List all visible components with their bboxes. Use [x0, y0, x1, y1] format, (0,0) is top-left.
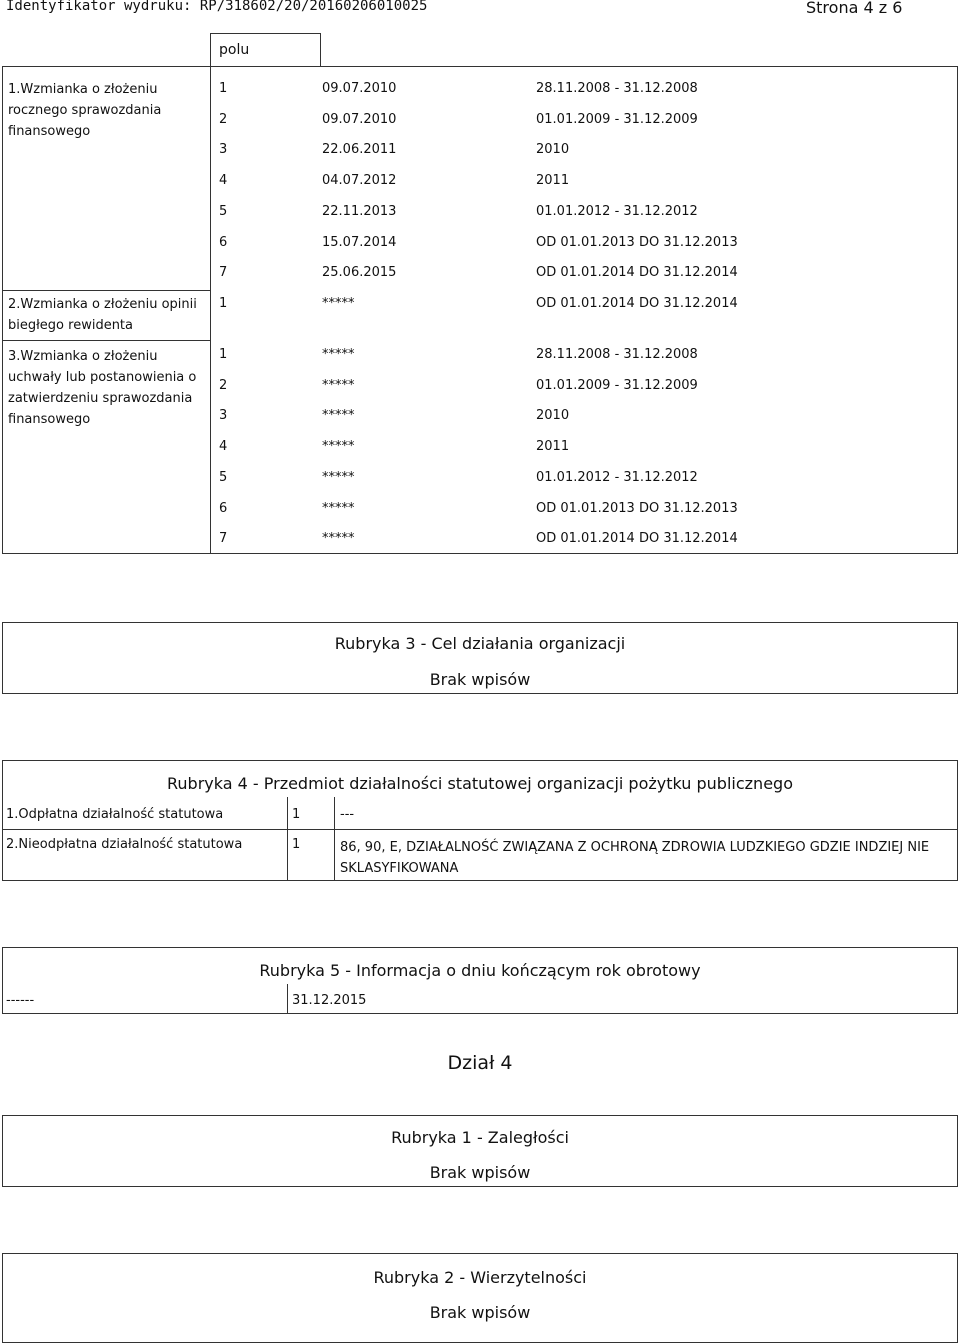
row-number: 4 [219, 173, 228, 189]
column-divider [334, 797, 335, 881]
section-title: Dział 4 [447, 1052, 513, 1074]
entry-label: 1.Wzmianka o złożeniu rocznego sprawozdania finansowego [8, 82, 162, 139]
row-number: 5 [219, 469, 228, 485]
row-period: 01.01.2009 - 31.12.2009 [536, 377, 698, 393]
column-divider [287, 984, 288, 1014]
row-number: 4 [219, 439, 228, 455]
row-period: 2011 [536, 173, 570, 189]
row-divider [2, 829, 958, 830]
rubryka4-title: Rubryka 4 - Przedmiot działalności statutowej organizacji pożytku publicznego [167, 774, 793, 793]
row-date: ***** [322, 377, 355, 393]
row-number: 1 [219, 296, 228, 311]
row-date: ***** [322, 296, 355, 311]
row-date: ***** [322, 469, 355, 485]
row-number: 3 [219, 142, 228, 158]
rubryka5-title: Rubryka 5 - Informacja o dniu kończącym rok obrotowy [259, 961, 701, 980]
row-number: 3 [219, 408, 228, 424]
rubryka5-value: 31.12.2015 [292, 993, 367, 1008]
print-identifier: Identyfikator wydruku: RP/318602/20/20160206010025 [6, 0, 428, 14]
activity-label: 1.Odpłatna działalność statutowa [6, 807, 224, 822]
row-number: 1 [219, 81, 228, 96]
row-period: OD 01.01.2014 DO 31.12.2014 [536, 265, 738, 281]
row-number: 1 [219, 347, 228, 362]
page-number: Strona 4 z 6 [806, 0, 903, 17]
rubryka1-title: Rubryka 1 - Zaległości [391, 1128, 569, 1147]
row-date: 15.07.2014 [322, 234, 397, 250]
row-number: 6 [219, 234, 228, 250]
entry-divider [2, 290, 210, 291]
row-date: ***** [322, 408, 355, 424]
row-date: 09.07.2010 [322, 81, 397, 96]
row-number: 7 [219, 531, 228, 547]
row-date: 22.11.2013 [322, 203, 397, 219]
row-period: OD 01.01.2013 DO 31.12.2013 [536, 500, 738, 516]
row-date: ***** [322, 500, 355, 516]
rubryka5-label: ------ [6, 993, 35, 1008]
row-period: 2011 [536, 439, 570, 455]
rubryka5-frame [2, 947, 958, 1014]
row-number: 2 [219, 377, 228, 393]
row-date: 25.06.2015 [322, 265, 397, 281]
rubryka2-title: Rubryka 2 - Wierzytelności [373, 1268, 587, 1287]
row-number: 6 [219, 500, 228, 516]
polu-header-text: polu [219, 42, 250, 58]
row-period: 28.11.2008 - 31.12.2008 [536, 347, 698, 362]
activity-value: 86, 90, E, DZIAŁALNOŚĆ ZWIĄZANA Z OCHRONĄ ZDROWIA LUDZKIEGO GDZIE INDZIEJ NIE SKLASYFIKOWANA [340, 840, 930, 876]
row-period: 01.01.2012 - 31.12.2012 [536, 203, 698, 219]
row-period: 01.01.2012 - 31.12.2012 [536, 469, 698, 485]
activity-number: 1 [292, 807, 301, 822]
rubryka1-content: Brak wpisów [429, 1163, 531, 1182]
activity-value: --- [340, 807, 355, 822]
activity-label: 2.Nieodpłatna działalność statutowa [6, 837, 243, 852]
rubryka2-content: Brak wpisów [429, 1303, 531, 1322]
rubryka3-title: Rubryka 3 - Cel działania organizacji [334, 634, 626, 653]
row-date: ***** [322, 347, 355, 362]
row-date: 04.07.2012 [322, 173, 397, 189]
row-date: 09.07.2010 [322, 111, 397, 127]
row-number: 7 [219, 265, 228, 281]
row-number: 5 [219, 203, 228, 219]
row-period: 01.01.2009 - 31.12.2009 [536, 111, 698, 127]
row-date: 22.06.2011 [322, 142, 397, 158]
row-period: OD 01.01.2014 DO 31.12.2014 [536, 296, 738, 311]
column-divider [210, 66, 211, 554]
row-period: OD 01.01.2013 DO 31.12.2013 [536, 234, 738, 250]
entry-divider [2, 340, 210, 341]
row-date: ***** [322, 439, 355, 455]
entry-label: 3.Wzmianka o złożeniu uchwały lub postanowienia o zatwierdzeniu sprawozdania finansowego [8, 349, 197, 427]
entry-label: 2.Wzmianka o złożeniu opinii biegłego rewidenta [8, 297, 197, 333]
row-period: OD 01.01.2014 DO 31.12.2014 [536, 531, 738, 547]
activity-number: 1 [292, 837, 301, 852]
row-period: 28.11.2008 - 31.12.2008 [536, 81, 698, 96]
column-divider [287, 797, 288, 881]
rubryka3-content: Brak wpisów [429, 670, 531, 689]
row-number: 2 [219, 111, 228, 127]
row-period: 2010 [536, 408, 570, 424]
row-date: ***** [322, 531, 355, 547]
row-period: 2010 [536, 142, 570, 158]
